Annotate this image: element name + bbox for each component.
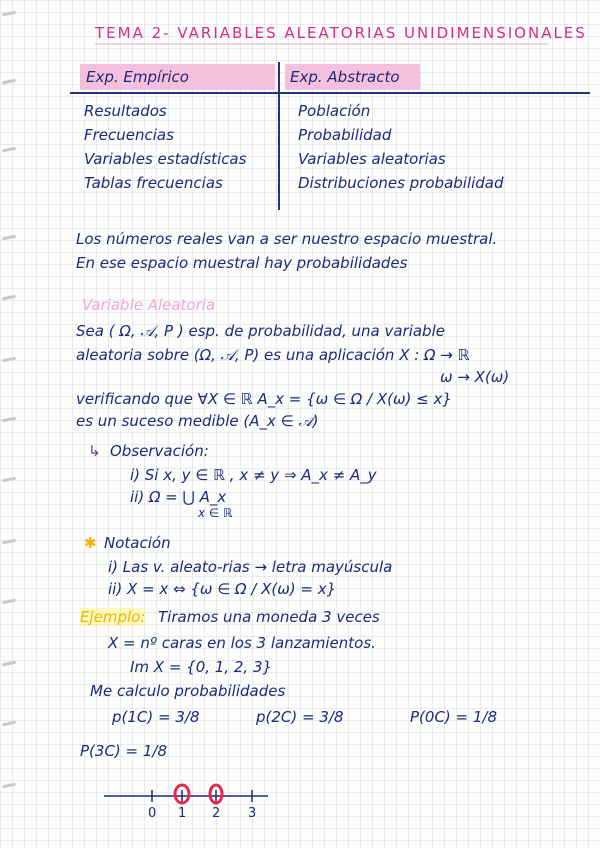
definition-line: Sea ( Ω, 𝒜, P ) esp. de probabilidad, una variable bbox=[76, 322, 445, 340]
table-cell: Población bbox=[298, 102, 371, 120]
notation-heading: Notación bbox=[104, 534, 171, 552]
probability-0c: P(0C) = 1/8 bbox=[410, 708, 498, 726]
observation-subscript: x ∈ ℝ bbox=[198, 506, 233, 520]
table-header-abstracto: Exp. Abstracto bbox=[290, 68, 400, 86]
table-header-empirico: Exp. Empírico bbox=[86, 68, 189, 86]
intro-line: En ese espacio muestral hay probabilidades bbox=[76, 254, 408, 272]
tick-label: 1 bbox=[178, 806, 187, 821]
example-label: Ejemplo: bbox=[80, 608, 146, 626]
probability-1c: p(1C) = 3/8 bbox=[112, 708, 200, 726]
tick-label: 2 bbox=[212, 806, 221, 821]
notation-line: i) Las v. aleato-rias → letra mayúscula bbox=[108, 558, 393, 576]
table-cell: Probabilidad bbox=[298, 126, 392, 144]
definition-line: aleatoria sobre (Ω, 𝒜, P) es una aplicación X : Ω → ℝ bbox=[76, 346, 470, 364]
observation-heading: Observación: bbox=[110, 442, 209, 460]
example-line: Me calculo probabilidades bbox=[90, 682, 286, 700]
definition-line: es un suceso medible (A_x ∈ 𝒜) bbox=[76, 412, 319, 430]
observation-line: i) Si x, y ∈ ℝ , x ≠ y ⇒ A_x ≠ A_y bbox=[130, 466, 377, 484]
example-line: X = nº caras en los 3 lanzamientos. bbox=[108, 634, 376, 652]
probability-2c: p(2C) = 3/8 bbox=[256, 708, 344, 726]
table-cell: Variables aleatorias bbox=[298, 150, 446, 168]
section-heading: Variable Aleatoria bbox=[82, 296, 216, 314]
probability-3c: P(3C) = 1/8 bbox=[80, 742, 168, 760]
table-cell: Distribuciones probabilidad bbox=[298, 174, 504, 192]
example-line: Tiramos una moneda 3 veces bbox=[158, 608, 380, 626]
arrow-icon: ↳ bbox=[88, 442, 101, 460]
tick-label: 0 bbox=[148, 806, 157, 821]
notation-line: ii) X = x ⇔ {ω ∈ Ω / X(ω) = x} bbox=[108, 580, 337, 598]
example-line: Im X = {0, 1, 2, 3} bbox=[130, 658, 273, 676]
star-icon: ✱ bbox=[84, 534, 97, 552]
table-divider-vertical bbox=[278, 62, 280, 210]
table-divider-horizontal bbox=[70, 92, 590, 94]
table-cell: Tablas frecuencias bbox=[84, 174, 223, 192]
table-cell: Frecuencias bbox=[84, 126, 174, 144]
definition-line: verificando que ∀X ∈ ℝ A_x = {ω ∈ Ω / X(ω) ≤ x} bbox=[76, 390, 452, 408]
page-title: TEMA 2- VARIABLES ALEATORIAS UNIDIMENSIONALES bbox=[95, 24, 587, 42]
intro-line: Los números reales van a ser nuestro espacio muestral. bbox=[76, 230, 498, 248]
title-underline bbox=[0, 0, 600, 50]
table-cell: Resultados bbox=[84, 102, 167, 120]
observation-line: ii) Ω = ⋃ A_x bbox=[130, 488, 227, 506]
table-cell: Variables estadísticas bbox=[84, 150, 247, 168]
tick-label: 3 bbox=[248, 806, 257, 821]
definition-line: ω → X(ω) bbox=[440, 368, 510, 386]
